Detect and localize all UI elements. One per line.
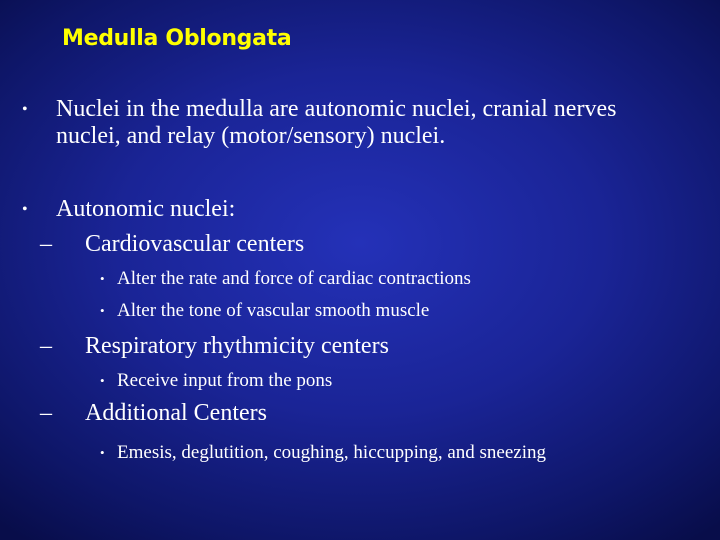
sub-bullet-vascular-tone [100,298,640,323]
dash-icon: – [40,333,52,359]
sub-bullet-text: Alter the rate and force of cardiac contractions [117,268,471,289]
slide-title: Medulla Oblongata [62,26,292,51]
bullet-autonomic-nuclei [22,196,682,223]
bullet-icon: • [100,373,105,388]
sub-bullet-pons-input [100,368,640,393]
dash-icon: – [40,400,52,426]
bullet-text: Nuclei in the medulla are autonomic nuclei, cranial nerves nuclei, and relay (motor/sensory) nuclei. [56,96,617,149]
bullet-icon: • [100,445,105,460]
sub-bullet-text: Receive input from the pons [117,370,333,391]
sub-bullet-text: Alter the tone of vascular smooth muscle [117,300,430,321]
center-label: Respiratory rhythmicity centers [85,333,389,359]
dash-icon: – [40,231,52,257]
center-cardiovascular [40,231,680,258]
sub-bullet-text: Emesis, deglutition, coughing, hiccupping, and sneezing [117,442,547,463]
center-additional [40,400,680,427]
sub-bullet-cardiac-contractions [100,266,640,291]
bullet-icon: • [100,303,105,318]
bullet-icon: • [22,201,28,218]
bullet-icon: • [100,271,105,286]
center-respiratory [40,333,680,360]
center-label: Additional Centers [85,400,267,426]
sub-bullet-emesis [100,440,600,465]
bullet-icon: • [22,101,28,118]
bullet-medulla-nuclei [22,96,682,150]
center-label: Cardiovascular centers [85,231,305,257]
bullet-text: Autonomic nuclei: [56,196,236,222]
